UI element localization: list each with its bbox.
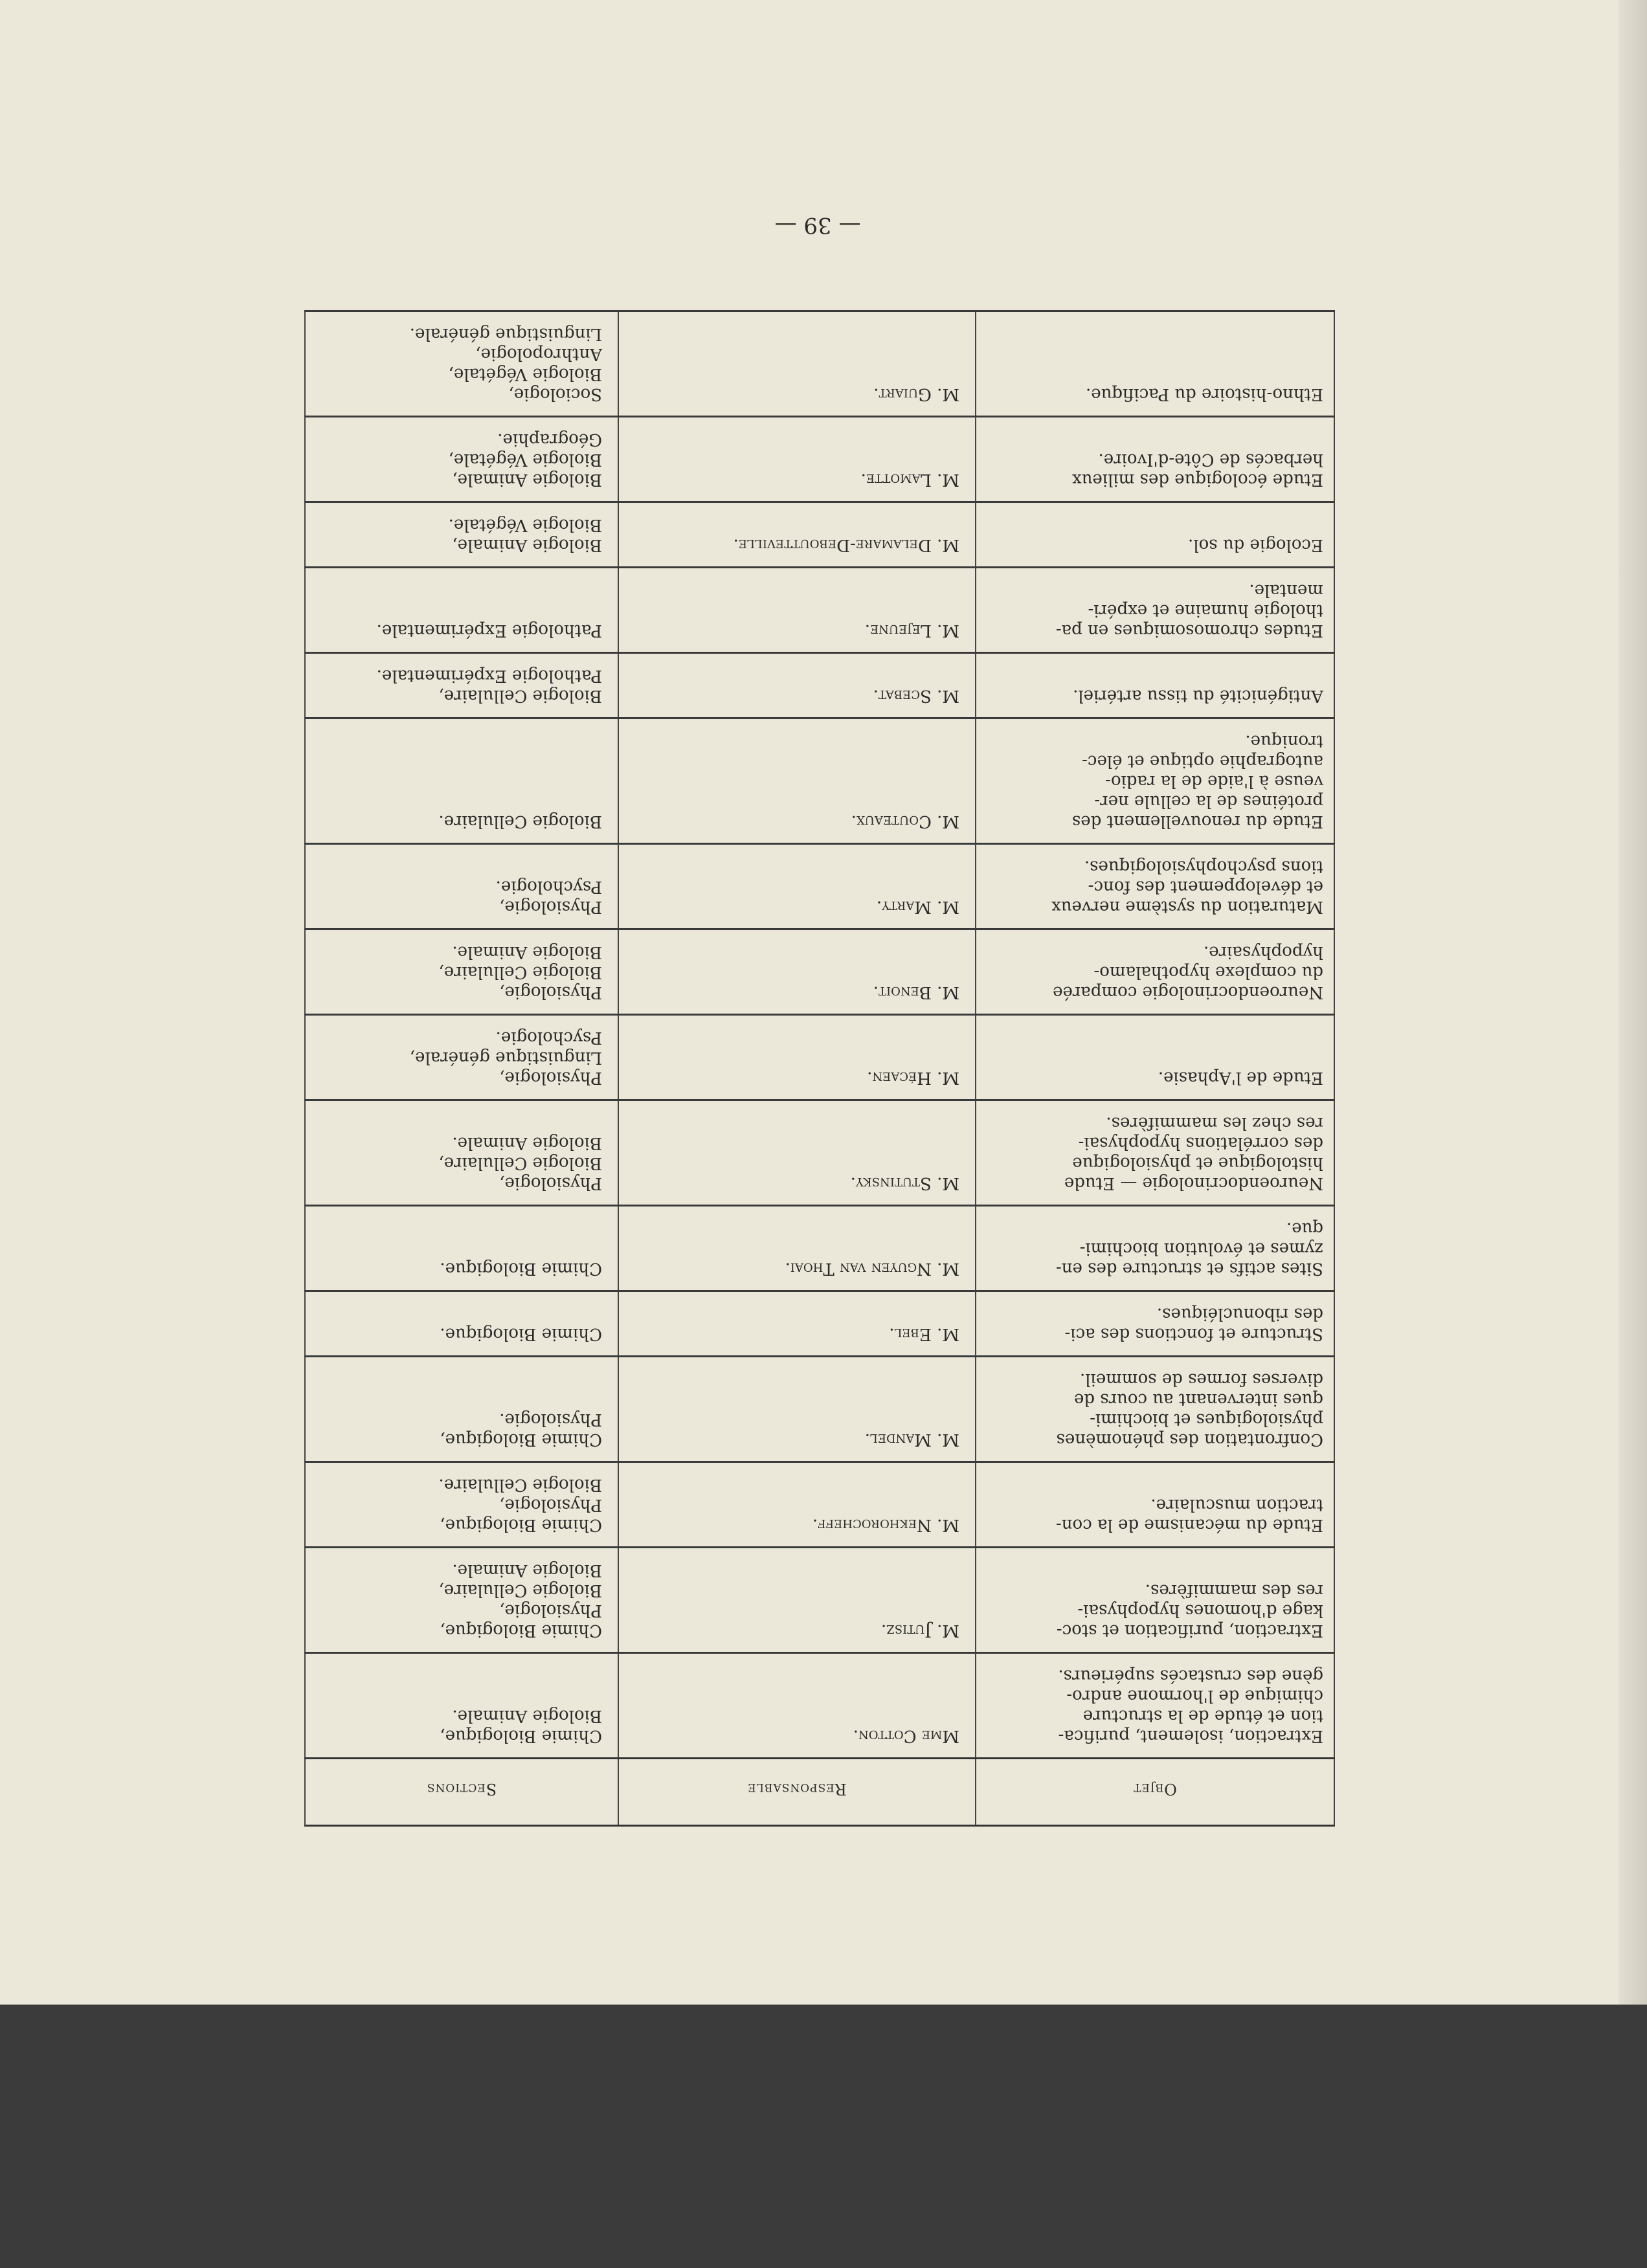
responsable-cell: M. Nekhorocheff.: [618, 1462, 976, 1548]
objet-cell: Etudes chromosomiques en pa- thologie humaine et expéri- mentale.: [976, 568, 1334, 653]
sections-cell: Chimie Biologique, Physiologie.: [305, 1357, 618, 1462]
table-row: [305, 1291, 1334, 1357]
responsable-cell: M. Stutinsky.: [618, 1100, 976, 1206]
header-objet: Objet: [976, 1759, 1334, 1826]
objet-cell: Etude du renouvellement des protéines de la cellule ner- veuse à l'aide de la radio- autographie optique et élec- tronique.: [976, 718, 1334, 844]
responsable-cell: Mme Cotton.: [618, 1653, 976, 1759]
research-table-rotated: [304, 280, 1335, 1827]
responsable-cell: M. Mandel.: [618, 1357, 976, 1462]
table-row: [305, 1100, 1334, 1206]
table-row: [305, 1653, 1334, 1759]
responsable-cell: M. Scebat.: [618, 653, 976, 718]
header-sections: Sections: [305, 1759, 618, 1826]
objet-cell: Confrontation des phénomènes physiologiques et biochimi- ques intervenant au cours de diverses formes de sommeil.: [976, 1357, 1334, 1462]
responsable-cell: M. Benoit.: [618, 929, 976, 1015]
sections-cell: Chimie Biologique.: [305, 1291, 618, 1357]
table-row: [305, 1462, 1334, 1548]
table-row: [305, 1357, 1334, 1462]
objet-cell: Neuroendocrinologie comparée du complexe hypothalamo- hypophysaire.: [976, 929, 1334, 1015]
responsable-cell: M. Lamotte.: [618, 417, 976, 502]
table-row: [305, 311, 1334, 417]
responsable-cell: M. Ebel.: [618, 1291, 976, 1357]
table-row: [305, 1015, 1334, 1100]
table-row: [305, 417, 1334, 502]
objet-cell: Structure et fonctions des aci- des ribonucléiques.: [976, 1291, 1334, 1357]
sections-cell: Biologie Cellulaire.: [305, 718, 618, 844]
sections-cell: Chimie Biologique, Biologie Animale.: [305, 1653, 618, 1759]
objet-cell: Etude écologique des milieux herbacés de Côte-d'Ivoire.: [976, 417, 1334, 502]
scanner-background: [0, 2005, 1647, 2268]
responsable-cell: M. Lejeune.: [618, 568, 976, 653]
objet-cell: Maturation du système nerveux et développement des fonc- tions psychophysiologiques.: [976, 844, 1334, 929]
objet-cell: Antigénicité du tissu artériel.: [976, 653, 1334, 718]
responsable-cell: M. Hécaen.: [618, 1015, 976, 1100]
table-row: [305, 502, 1334, 568]
sections-cell: Physiologie, Biologie Cellulaire, Biologie Animale.: [305, 929, 618, 1015]
table-row: [305, 929, 1334, 1015]
sections-cell: Physiologie, Linguistique générale, Psychologie.: [305, 1015, 618, 1100]
sections-cell: Pathologie Expérimentale.: [305, 568, 618, 653]
table-row: [305, 1206, 1334, 1291]
table-row: [305, 1548, 1334, 1653]
research-table: [304, 310, 1335, 1827]
sections-cell: Biologie Animale, Biologie Végétale, Géographie.: [305, 417, 618, 502]
header-responsable: Responsable: [618, 1759, 976, 1826]
page-edge-shadow: [1619, 0, 1647, 2005]
responsable-cell: M. Marty.: [618, 844, 976, 929]
responsable-cell: M. Jutisz.: [618, 1548, 976, 1653]
table-row: [305, 653, 1334, 718]
sections-cell: Biologie Animale, Biologie Végétale.: [305, 502, 618, 568]
table-row: [305, 568, 1334, 653]
objet-cell: Ethno-histoire du Pacifique.: [976, 311, 1334, 417]
table-row: [305, 718, 1334, 844]
objet-cell: Extraction, purification et stoc- kage d'homones hypophysai- res des mammifères.: [976, 1548, 1334, 1653]
sections-cell: Biologie Cellulaire, Pathologie Expérimentale.: [305, 653, 618, 718]
objet-cell: Etude du mécanisme de la con- traction musculaire.: [976, 1462, 1334, 1548]
objet-cell: Extraction, isolement, purifica- tion et étude de la structure chimique de l'hormone andro- gène des crustacés supérieurs.: [976, 1653, 1334, 1759]
responsable-cell: M. Couteaux.: [618, 718, 976, 844]
objet-cell: Neuroendocrinologie — Etude histologique et physiologique des corrélations hypophysai- res chez les mammifères.: [976, 1100, 1334, 1206]
responsable-cell: M. Nguyen van Thoai.: [618, 1206, 976, 1291]
sections-cell: Physiologie, Biologie Cellulaire, Biologie Animale.: [305, 1100, 618, 1206]
sections-cell: Physiologie, Psychologie.: [305, 844, 618, 929]
sections-cell: Chimie Biologique, Physiologie, Biologie Cellulaire, Biologie Animale.: [305, 1548, 618, 1653]
objet-cell: Sites actifs et structure des en- zymes et évolution biochimi- que.: [976, 1206, 1334, 1291]
sections-cell: Sociologie, Biologie Végétale, Anthropologie, Linguistique générale.: [305, 311, 618, 417]
responsable-cell: M. Delamare-Deboutteville.: [618, 502, 976, 568]
sections-cell: Chimie Biologique.: [305, 1206, 618, 1291]
page-number: — 39 —: [774, 212, 861, 238]
objet-cell: Ecologie du sol.: [976, 502, 1334, 568]
objet-cell: Etude de l'Aphasie.: [976, 1015, 1334, 1100]
sections-cell: Chimie Biologique, Physiologie, Biologie Cellulaire.: [305, 1462, 618, 1548]
responsable-cell: M. Guiart.: [618, 311, 976, 417]
table-header-row: [305, 1759, 1334, 1826]
table-row: [305, 844, 1334, 929]
